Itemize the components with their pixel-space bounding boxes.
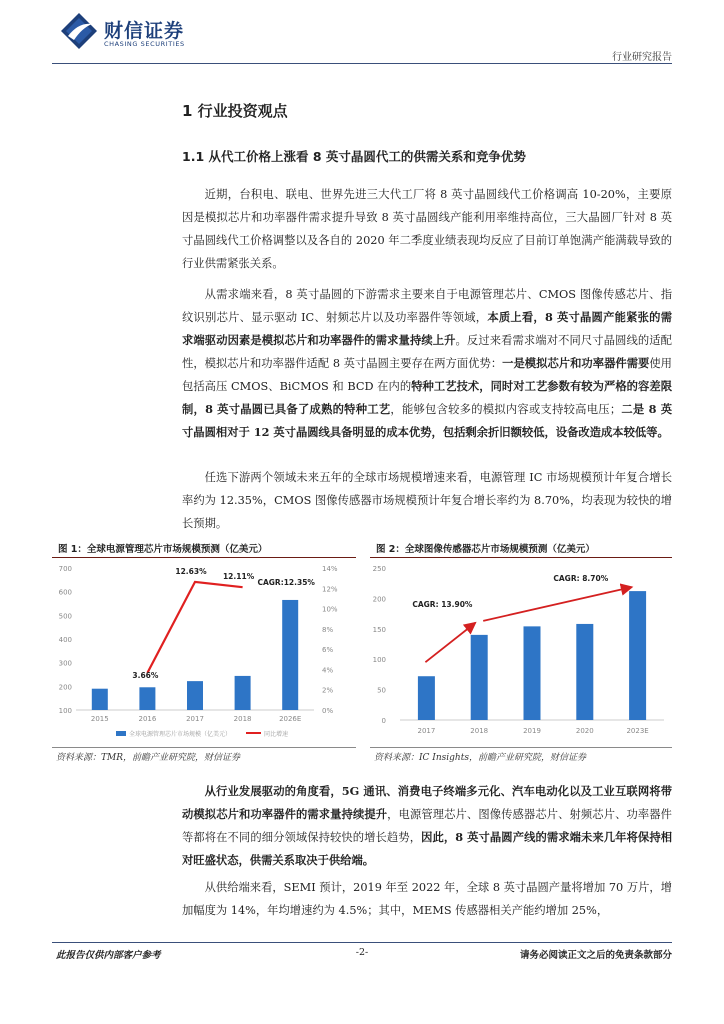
paragraph-4: 从行业发展驱动的角度看，5G 通讯、消费电子终端多元化、汽车电动化以及工业互联网将带动模拟芯片和功率器件的需求量持续提升，电源管理芯片、图像传感器芯片、射频芯片、功率器件等都将在不同的细分领域保持较快的增长趋势，因此，8 英寸晶圆产线的需求端未来几年将保持相对旺盛状态，供需关系取决于供给端。 [182, 784, 672, 867]
figure-1-source: 资料来源：TMR，前瞻产业研究院，财信证券 [56, 753, 240, 763]
y-tick-label: 100 [58, 707, 72, 715]
bar [235, 676, 251, 710]
x-tick-label: 2020 [575, 727, 594, 735]
cagr-label: CAGR: 8.70% [553, 574, 609, 584]
y-tick-label: 700 [58, 565, 72, 573]
y-tick-label: 300 [58, 659, 72, 668]
paragraph-5: 从供给端来看，SEMI 预计，2019 年至 2022 年，全球 8 英寸晶圆产量将增加 70 万片，增加幅度为 14%，年均增速约为 4.5%；其中，MEMS 传感器相关产能约增加 25%， [182, 881, 673, 917]
legend-line-label: 同比增速 [264, 731, 289, 738]
trend-arrow [483, 587, 631, 621]
bar [418, 676, 435, 720]
x-tick-label: 2017 [417, 727, 436, 735]
y-tick-label: 150 [372, 625, 386, 634]
figure-2-source: 资料来源：IC Insights，前瞻产业研究院，财信证券 [374, 753, 586, 763]
image-sensor-chart [370, 560, 672, 746]
figure-1-caption: 图 1：全球电源管理芯片市场规模预测（亿美元） [52, 541, 356, 558]
x-tick-label: 2019 [523, 727, 541, 735]
footer-notice: 请务必阅读正文之后的免责条款部分 [519, 950, 672, 961]
y-tick-label: 500 [58, 612, 72, 621]
footer-disclaimer: 此报告仅供内部客户参考 [56, 950, 161, 961]
figure-1-rule [52, 747, 356, 748]
growth-line [147, 582, 242, 673]
bar [576, 624, 593, 720]
y2-tick-label: 8% [322, 625, 334, 634]
x-tick-label: 2018 [233, 715, 252, 723]
x-tick-label: 2015 [90, 715, 109, 723]
logo-mark-icon [60, 12, 98, 50]
bar [139, 687, 155, 710]
cagr-label: CAGR: 13.90% [412, 599, 473, 609]
y-tick-label: 250 [372, 565, 386, 573]
x-tick-label: 2017 [186, 715, 204, 723]
x-tick-label: 2023E [626, 727, 649, 735]
header-divider [52, 63, 672, 64]
power-ic-chart [52, 560, 356, 746]
paragraph-3: 任选下游两个领域未来五年的全球市场规模增速来看，电源管理 IC 市场规模预计年复合增长率约为 12.35%，CMOS 图像传感器市场规模预计年复合增长率约为 8.70%，均表现为较快的增长预期。 [182, 471, 672, 530]
bar [92, 689, 108, 710]
x-tick-label: 2018 [470, 727, 489, 735]
footer-divider [52, 942, 672, 943]
y2-tick-label: 14% [322, 565, 338, 573]
bar [282, 600, 298, 710]
cagr-label: CAGR:12.35% [257, 578, 315, 588]
growth-label: 3.66% [132, 670, 159, 680]
report-type: 行业研究报告 [612, 52, 672, 63]
y2-tick-label: 10% [322, 605, 338, 614]
legend-bar-label: 全球电源管理芯片市场规模（亿美元） [129, 731, 232, 738]
figure-2-caption: 图 2：全球图像传感器芯片市场规模预测（亿美元） [370, 541, 672, 558]
company-logo [60, 12, 240, 54]
y-tick-label: 400 [58, 636, 72, 644]
y-tick-label: 100 [372, 656, 386, 665]
section-title: 1 行业投资观点 [182, 102, 288, 120]
y2-tick-label: 6% [322, 646, 334, 655]
paragraph-2: 从需求端来看，8 英寸晶圆的下游需求主要来自于电源管理芯片、CMOS 图像传感芯片、指纹识别芯片、显示驱动 IC、射频芯片以及功率器件等领域，本质上看，8 英寸晶圆产能紧张的需求端驱动因素是模拟芯片和功率器件的需求量持续上升。反过来看需求端对不同尺寸晶圆线的适配性，模拟芯片和功率器件适配 8 英寸晶圆主要存在两方面优势：一是模拟芯片和功率器件需要使用包括高压 CMOS、BiCMOS 和 BCD 在内的特种工艺技术，同时对工艺参数有较为严格的容差限制，8 英寸晶圆已具备了成熟的特种工艺，能够包含较多的模拟内容或支持较高电压；二是 8 英寸晶圆相对于 12 英寸晶圆线具备明显的成本优势，包括剩余折旧额较低，设备改造成本较低等。 [182, 288, 673, 439]
x-tick-label: 2026E [279, 715, 302, 723]
y-tick-label: 200 [372, 595, 386, 604]
brand-name-cn: 财信证券 [104, 20, 185, 42]
y2-tick-label: 4% [322, 666, 334, 675]
trend-arrow [425, 623, 475, 662]
growth-label: 12.11% [222, 572, 255, 582]
page-number: -2- [355, 947, 369, 958]
bar [187, 681, 203, 710]
legend-bar-swatch [116, 731, 126, 736]
y-tick-label: 0 [381, 717, 386, 725]
y2-tick-label: 2% [322, 686, 334, 695]
x-tick-label: 2016 [138, 715, 157, 723]
figure-2-rule [370, 747, 672, 748]
bar [471, 635, 488, 720]
bar [629, 591, 646, 720]
y2-tick-label: 0% [322, 707, 334, 715]
paragraph-1: 近期，台积电、联电、世界先进三大代工厂将 8 英寸晶圆线代工价格调高 10-20%，主要原因是模拟芯片和功率器件需求提升导致 8 英寸晶圆线产能利用率维持高位，三大晶圆厂针对 8 英寸晶圆线代工价格调整以及各自的 2020 年二季度业绩表现均反应了目前订单饱满产能满载导致的行业供需紧张关系。 [182, 188, 672, 270]
subsection-title: 1.1 从代工价格上涨看 8 英寸晶圆代工的供需关系和竞争优势 [182, 149, 526, 164]
growth-label: 12.63% [175, 566, 207, 576]
y-tick-label: 50 [377, 686, 386, 695]
brand-name-en: CHASING SECURITIES [104, 40, 185, 48]
y-tick-label: 600 [58, 588, 72, 597]
y-tick-label: 200 [58, 683, 72, 692]
bar [524, 626, 541, 720]
y2-tick-label: 12% [322, 585, 338, 594]
